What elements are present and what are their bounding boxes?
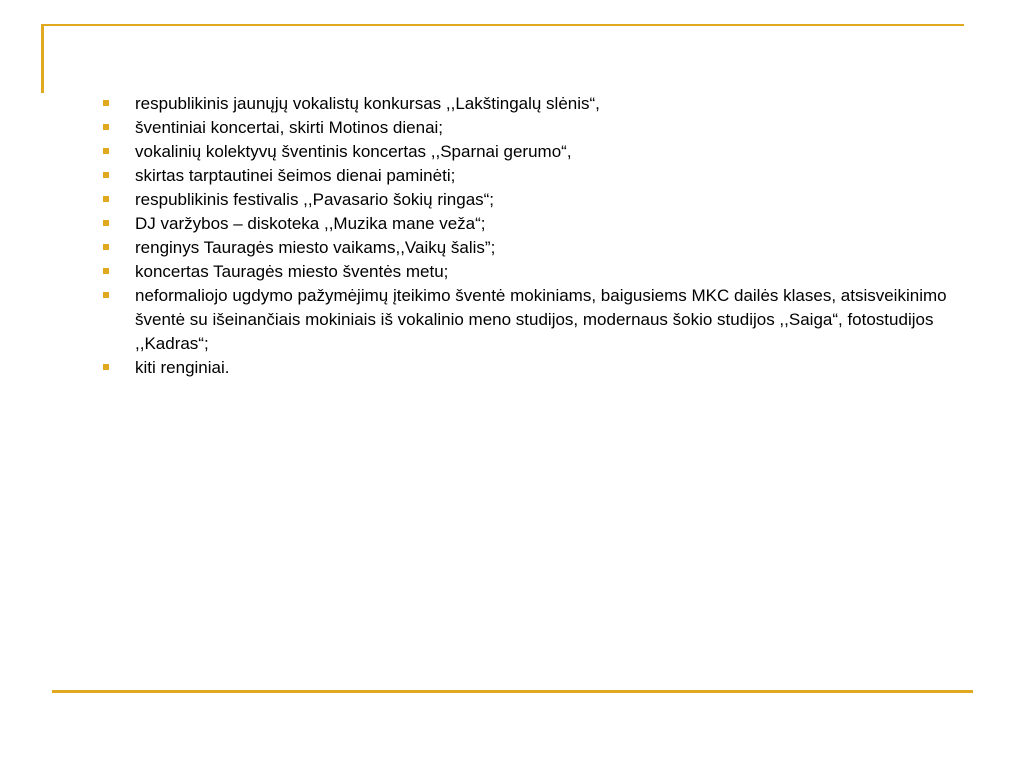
square-bullet-icon (103, 268, 109, 274)
list-item-text: vokalinių kolektyvų šventinis koncertas ,,Sparnai gerumo“, (135, 142, 572, 161)
event-bullet-list (100, 92, 980, 380)
list-item-text: koncertas Tauragės miesto šventės metu; (135, 262, 449, 281)
square-bullet-icon (103, 292, 109, 298)
list-item-text: neformaliojo ugdymo pažymėjimų įteikimo šventė mokiniams, baigusiems MKC dailės klases, atsisveikinimo šventė su išeinančiais mokiniais iš vokalinio meno studijos, modernaus šokio studijos ,,Saiga“, fotostudijos ,,Kadras“; (135, 286, 947, 353)
list-item (100, 92, 980, 116)
list-item (100, 260, 980, 284)
list-item-text: respublikinis jaunųjų vokalistų konkursas ,,Lakštingalų slėnis“, (135, 94, 600, 113)
list-item-text: skirtas tarptautinei šeimos dienai paminėti; (135, 166, 456, 185)
square-bullet-icon (103, 148, 109, 154)
square-bullet-icon (103, 364, 109, 370)
list-item-text: šventiniai koncertai, skirti Motinos dienai; (135, 118, 444, 137)
square-bullet-icon (103, 244, 109, 250)
list-item-text: kiti renginiai. (135, 358, 230, 377)
list-item-text: DJ varžybos – diskoteka ,,Muzika mane veža“; (135, 214, 486, 233)
list-item (100, 212, 980, 236)
list-item (100, 164, 980, 188)
list-item (100, 116, 980, 140)
list-item (100, 356, 980, 380)
square-bullet-icon (103, 196, 109, 202)
list-item-text: respublikinis festivalis ,,Pavasario šokių ringas“; (135, 190, 495, 209)
bottom-accent-line (52, 690, 973, 693)
list-item-text: renginys Tauragės miesto vaikams,,Vaikų šalis”; (135, 238, 496, 257)
square-bullet-icon (103, 100, 109, 106)
square-bullet-icon (103, 220, 109, 226)
square-bullet-icon (103, 172, 109, 178)
list-item (100, 284, 980, 356)
square-bullet-icon (103, 124, 109, 130)
list-item (100, 140, 980, 164)
list-item (100, 236, 980, 260)
list-item (100, 188, 980, 212)
top-accent-line (41, 24, 964, 26)
left-accent-line (41, 25, 44, 93)
